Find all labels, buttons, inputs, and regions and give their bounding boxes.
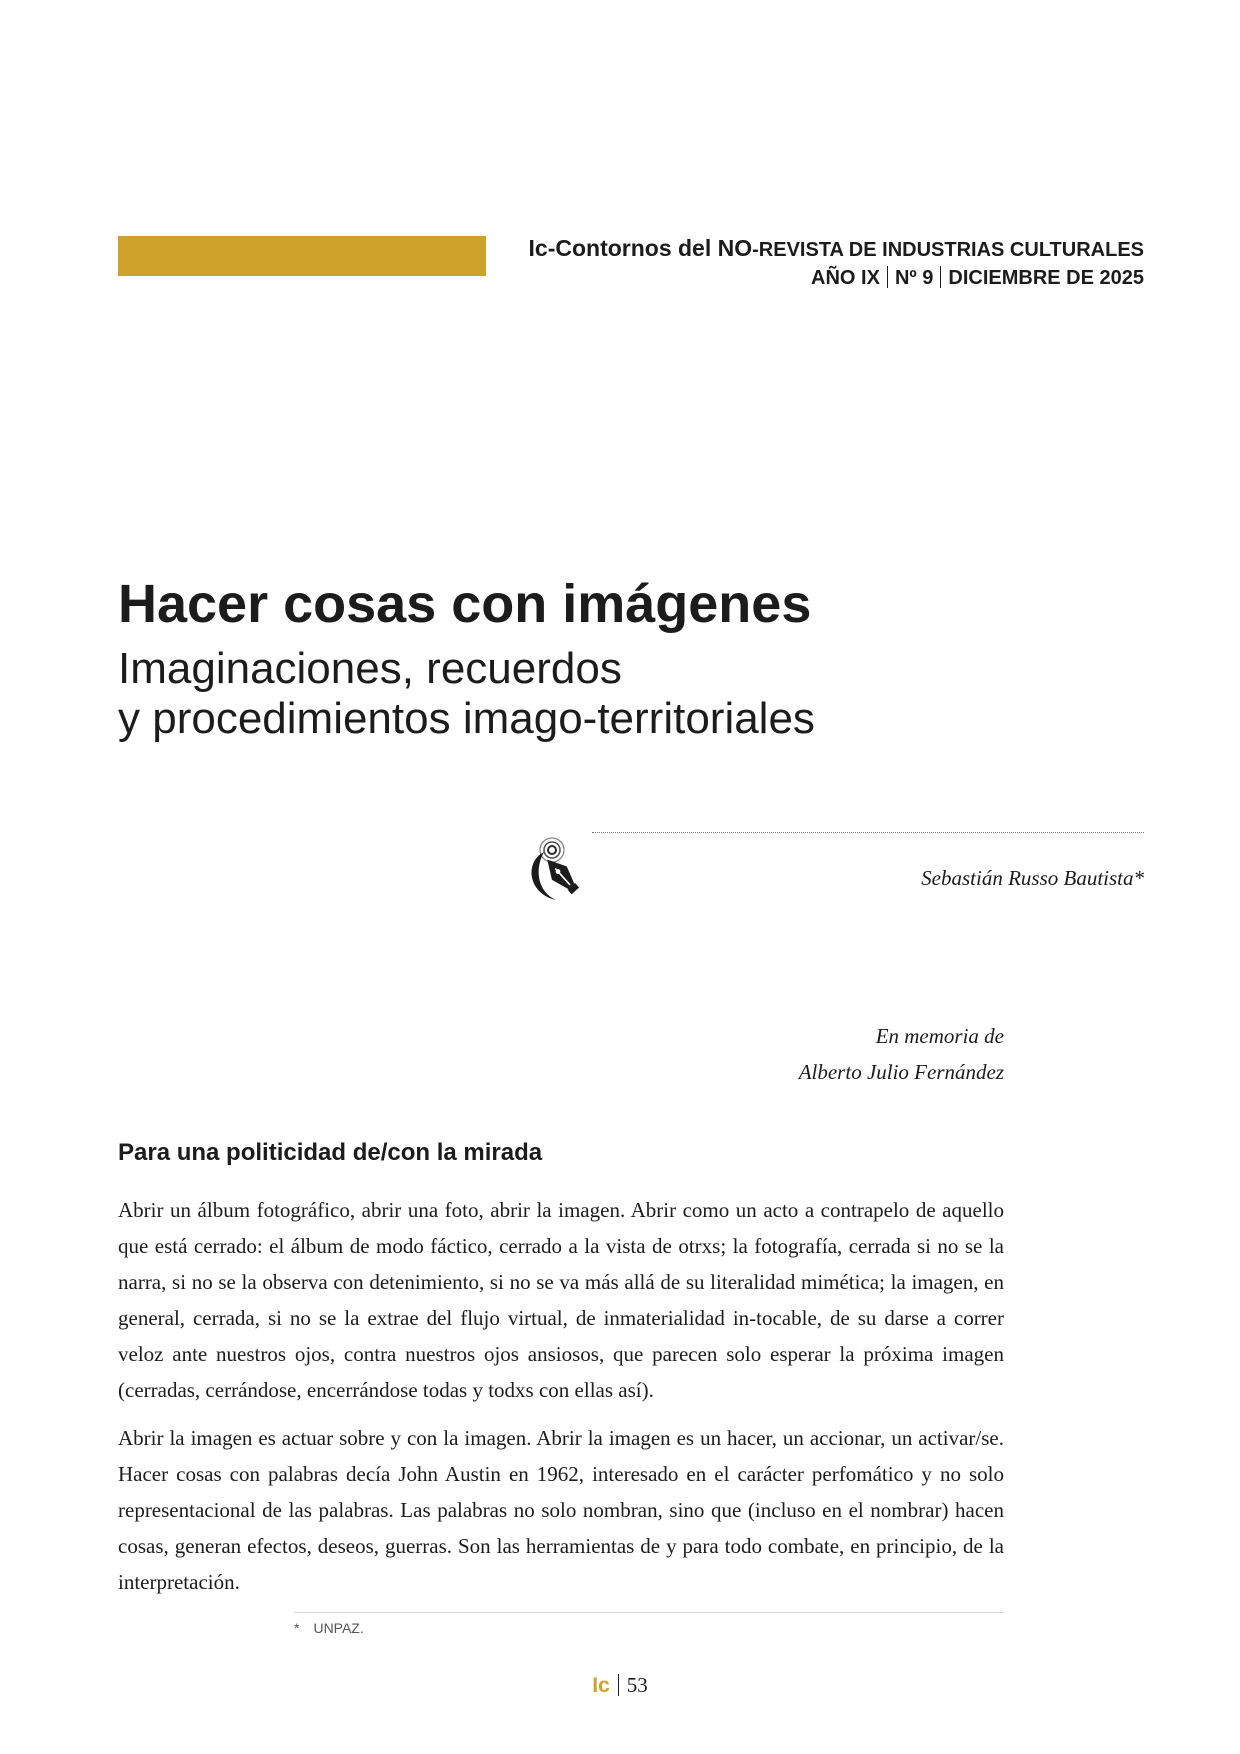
- journal-year: AÑO IX: [811, 267, 880, 289]
- journal-name: Ic-Contornos del NO: [528, 235, 753, 261]
- paragraph: Abrir un álbum fotográfico, abrir una foto, abrir la imagen. Abrir como un acto a contrapelo de aquello que está cerrado: el álbum de modo fáctico, cerrado a la vista de otrxs; la fotografía, cerrada si no se la narra, si no se la observa con detenimiento, si no se va más allá de su literalidad mimética; la imagen, en general, cerrada, si no se la extrae del flujo virtual, de inmaterialidad in-tocable, de su darse a correr veloz ante nuestros ojos, contra nuestros ojos ansiosos, que parecen solo esperar la próxima imagen (cerradas, cerrándose, encerrándose todas y todxs con ellas así).: [118, 1198, 1004, 1402]
- dedication-line-2: Alberto Julio Fernández: [798, 1060, 1004, 1084]
- issue-separator: [887, 266, 888, 288]
- journal-subtitle: -REVISTA DE INDUSTRIAS CULTURALES: [752, 239, 1144, 261]
- article-subtitle: [118, 644, 815, 744]
- fountain-pen-icon: [522, 832, 592, 902]
- footnote-text: UNPAZ.: [313, 1620, 364, 1636]
- body-text: [118, 1192, 1004, 1612]
- journal-title-line: [529, 234, 1144, 264]
- dedication: [799, 1018, 1004, 1090]
- footnote: [294, 1620, 364, 1636]
- author-name: Sebastián Russo Bautista*: [921, 866, 1144, 890]
- author-divider: [592, 832, 1144, 833]
- dedication-line-1: En memoria de: [875, 1024, 1004, 1048]
- section-heading: Para una politicidad de/con la mirada: [118, 1139, 543, 1166]
- journal-issue: Nº 9: [894, 267, 934, 289]
- page-footer: [0, 1673, 1240, 1698]
- footnote-divider: [294, 1612, 1004, 1613]
- header-accent-bar: [118, 236, 486, 276]
- issue-separator: [940, 266, 941, 288]
- article-title: Hacer cosas con imágenes: [118, 574, 812, 634]
- subtitle-line-1: Imaginaciones, recuerdos: [118, 644, 622, 693]
- journal-date: DICIEMBRE DE 2025: [948, 267, 1144, 289]
- subtitle-line-2: y procedimientos imago-territoriales: [118, 694, 815, 743]
- paragraph: Abrir la imagen es actuar sobre y con la imagen. Abrir la imagen es un hacer, un accionar, un activar/se. Hacer cosas con palabras decía John Austin en 1962, interesado en el carácter perfomático y no solo representacional de las palabras. Las palabras no solo nombran, sino que (incluso en el nombrar) hacen cosas, generan efectos, deseos, guerras. Son las herramientas de y para todo combate, en principio, de la interpretación.: [118, 1426, 1004, 1594]
- footnote-mark: *: [294, 1620, 300, 1636]
- journal-issue-line: [529, 264, 1144, 292]
- page-separator: [618, 1674, 619, 1696]
- journal-logo: Ic: [592, 1674, 610, 1697]
- journal-header: [529, 234, 1144, 292]
- page-number: 53: [626, 1673, 648, 1697]
